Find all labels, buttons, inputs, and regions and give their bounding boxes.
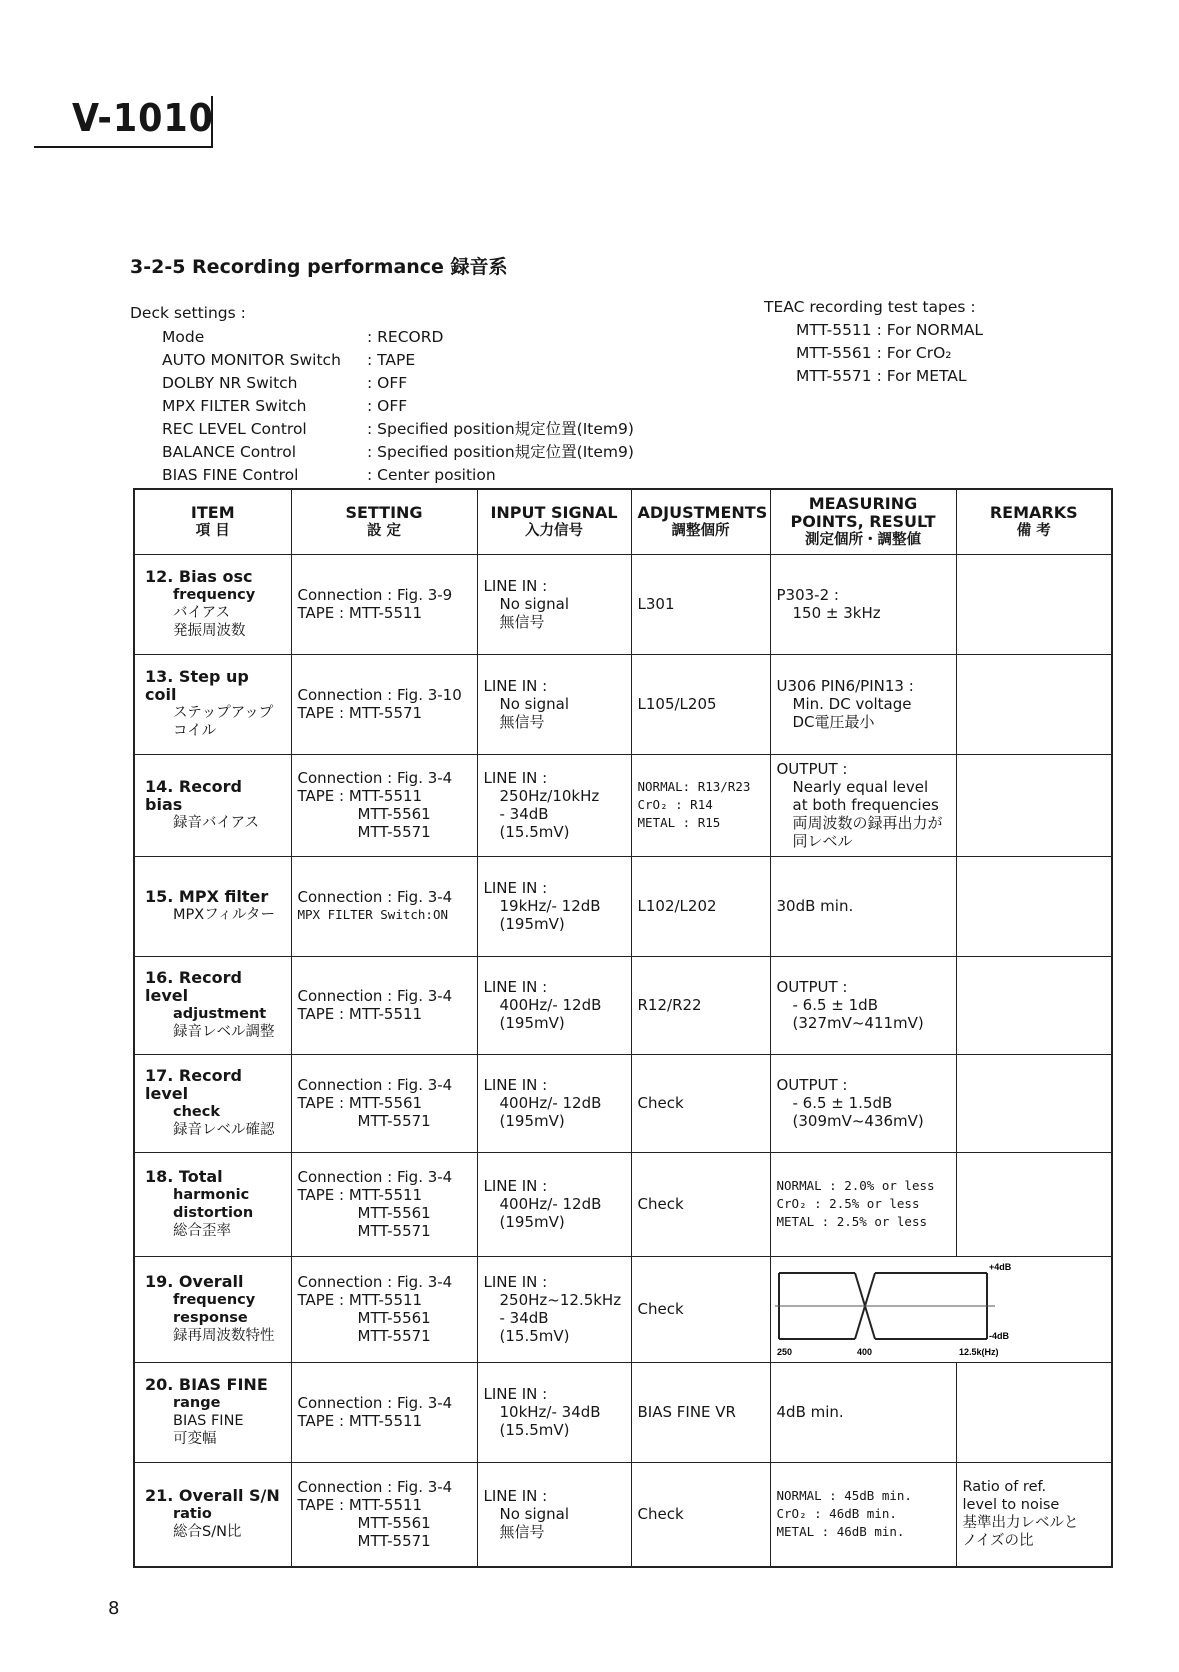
header-setting: SETTING 設 定 (291, 489, 477, 554)
minus-4db-label: -4dB (988, 1331, 1009, 1341)
table-row (134, 1256, 1112, 1362)
setting-cell: Connection : Fig. 3-4 TAPE : MTT-5511 MTT-5561 MTT-5571 (291, 1152, 477, 1256)
result-cell: NORMAL : 2.0% or less CrO₂ : 2.5% or less METAL : 2.5% or less (770, 1152, 956, 1256)
x-label-400: 400 (856, 1347, 872, 1357)
remarks-cell (956, 1362, 1112, 1462)
deck-setting-label: BALANCE Control (162, 443, 296, 461)
table-row (134, 654, 1112, 754)
recording-performance-table (133, 488, 1113, 1568)
signal-cell: LINE IN : No signal 無信号 (477, 554, 631, 654)
table-row (134, 956, 1112, 1054)
item-cell: 12. Bias osc frequency バイアス 発振周波数 (134, 554, 291, 654)
signal-cell: LINE IN : 400Hz/- 12dB (195mV) (477, 1054, 631, 1152)
item-cell: 21. Overall S/N ratio 総合S/N比 (134, 1462, 291, 1567)
deck-setting-value: : OFF (367, 374, 408, 392)
item-cell: 17. Record level check 録音レベル確認 (134, 1054, 291, 1152)
signal-cell: LINE IN : 400Hz/- 12dB (195mV) (477, 956, 631, 1054)
result-cell: P303-2 : 150 ± 3kHz (770, 554, 956, 654)
plus-4db-label: +4dB (988, 1262, 1011, 1272)
test-tape-row: MTT-5561 : For CrO₂ (796, 344, 952, 362)
setting-cell: Connection : Fig. 3-4 TAPE : MTT-5511 (291, 1362, 477, 1462)
result-cell: U306 PIN6/PIN13 : Min. DC voltage DC電圧最小 (770, 654, 956, 754)
test-tape-row: MTT-5511 : For NORMAL (796, 321, 984, 339)
setting-cell: Connection : Fig. 3-4 TAPE : MTT-5511 MTT-5561 MTT-5571 (291, 754, 477, 856)
deck-settings-heading: Deck settings : (130, 304, 246, 322)
header-measuring: MEASURING POINTS, RESULT 測定個所・調整値 (770, 489, 956, 554)
remarks-cell (956, 956, 1112, 1054)
deck-setting-row (130, 395, 634, 418)
model-underline (34, 146, 212, 148)
item-cell: 13. Step up coil ステップアップ コイル (134, 654, 291, 754)
setting-cell: Connection : Fig. 3-10 TAPE : MTT-5571 (291, 654, 477, 754)
item-cell: 18. Total harmonic distortion 総合歪率 (134, 1152, 291, 1256)
header-remarks: REMARKS 備 考 (956, 489, 1112, 554)
result-cell: OUTPUT : - 6.5 ± 1dB (327mV~411mV) (770, 956, 956, 1054)
deck-setting-row (130, 464, 634, 487)
result-cell: 4dB min. (770, 1362, 956, 1462)
deck-setting-value: : Specified position規定位置(Item9) (367, 420, 634, 438)
setting-cell: Connection : Fig. 3-4 TAPE : MTT-5561 MTT-5571 (291, 1054, 477, 1152)
table-row (134, 1362, 1112, 1462)
adjustment-cell: L301 (631, 554, 770, 654)
result-cell: OUTPUT : Nearly equal level at both frequencies 両周波数の録再出力が 同レベル (770, 754, 956, 856)
signal-cell: LINE IN : 19kHz/- 12dB (195mV) (477, 856, 631, 956)
remarks-cell (956, 1152, 1112, 1256)
deck-setting-value: : TAPE (367, 351, 416, 369)
signal-cell: LINE IN : 250Hz~12.5kHz - 34dB (15.5mV) (477, 1256, 631, 1362)
deck-setting-row (130, 372, 634, 395)
deck-setting-row (130, 418, 634, 441)
setting-cell: Connection : Fig. 3-4 TAPE : MTT-5511 MTT-5561 MTT-5571 (291, 1462, 477, 1567)
remarks-cell: Ratio of ref. level to noise 基準出力レベルと ノイズの比 (956, 1462, 1112, 1567)
deck-setting-label: MPX FILTER Switch (162, 397, 307, 415)
deck-setting-value: : Center position (367, 466, 496, 484)
setting-cell: Connection : Fig. 3-4 TAPE : MTT-5511 (291, 956, 477, 1054)
page-number: 8 (108, 1598, 120, 1619)
test-tape-row: MTT-5571 : For METAL (796, 367, 967, 385)
setting-cell: Connection : Fig. 3-9 TAPE : MTT-5511 (291, 554, 477, 654)
frequency-response-cell (770, 1256, 1112, 1362)
model-number: V-1010 (72, 96, 214, 140)
deck-setting-value: : OFF (367, 397, 408, 415)
result-cell: OUTPUT : - 6.5 ± 1.5dB (309mV~436mV) (770, 1054, 956, 1152)
adjustment-cell: NORMAL: R13/R23 CrO₂ : R14 METAL : R15 (631, 754, 770, 856)
header-input-signal: INPUT SIGNAL 入力信号 (477, 489, 631, 554)
remarks-cell (956, 654, 1112, 754)
adjustment-cell: Check (631, 1054, 770, 1152)
result-cell: NORMAL : 45dB min. CrO₂ : 46dB min. METAL : 46dB min. (770, 1462, 956, 1567)
setting-cell: Connection : Fig. 3-4 MPX FILTER Switch:ON (291, 856, 477, 956)
x-label-12-5k: 12.5k(Hz) (958, 1347, 999, 1357)
signal-cell: LINE IN : 10kHz/- 34dB (15.5mV) (477, 1362, 631, 1462)
adjustment-cell: Check (631, 1462, 770, 1567)
deck-setting-label: AUTO MONITOR Switch (162, 351, 341, 369)
signal-cell: LINE IN : No signal 無信号 (477, 654, 631, 754)
signal-cell: LINE IN : 250Hz/10kHz - 34dB (15.5mV) (477, 754, 631, 856)
deck-setting-value: : RECORD (367, 328, 444, 346)
signal-cell: LINE IN : No signal 無信号 (477, 1462, 631, 1567)
deck-setting-row (130, 326, 634, 349)
deck-setting-label: DOLBY NR Switch (162, 374, 298, 392)
section-title: 3-2-5 Recording performance 録音系 (130, 256, 508, 278)
table-row (134, 754, 1112, 856)
table-row (134, 856, 1112, 956)
deck-setting-label: REC LEVEL Control (162, 420, 307, 438)
remarks-cell (956, 856, 1112, 956)
result-cell: 30dB min. (770, 856, 956, 956)
deck-setting-label: BIAS FINE Control (162, 466, 299, 484)
table-row (134, 1462, 1112, 1567)
table-header-row (134, 489, 1112, 554)
model-divider (211, 96, 213, 148)
header-item: ITEM 項 目 (134, 489, 291, 554)
test-tapes (764, 296, 983, 388)
item-cell: 20. BIAS FINE range BIAS FINE 可変幅 (134, 1362, 291, 1462)
remarks-cell (956, 1054, 1112, 1152)
deck-settings (130, 302, 634, 487)
test-tapes-heading: TEAC recording test tapes : (764, 298, 976, 316)
adjustment-cell: L105/L205 (631, 654, 770, 754)
item-cell: 15. MPX filter MPXフィルター (134, 856, 291, 956)
deck-setting-label: Mode (162, 328, 205, 346)
x-label-250: 250 (776, 1347, 792, 1357)
table-row (134, 1054, 1112, 1152)
deck-setting-row (130, 441, 634, 464)
table-row (134, 1152, 1112, 1256)
adjustment-cell: R12/R22 (631, 956, 770, 1054)
header-adjustments: ADJUSTMENTS 調整個所 (631, 489, 770, 554)
adjustment-cell: L102/L202 (631, 856, 770, 956)
setting-cell: Connection : Fig. 3-4 TAPE : MTT-5511 MTT-5561 MTT-5571 (291, 1256, 477, 1362)
adjustment-cell: BIAS FINE VR (631, 1362, 770, 1462)
frequency-response-diagram (775, 1259, 1015, 1359)
table-row (134, 554, 1112, 654)
adjustment-cell: Check (631, 1256, 770, 1362)
adjustment-cell: Check (631, 1152, 770, 1256)
remarks-cell (956, 754, 1112, 856)
signal-cell: LINE IN : 400Hz/- 12dB (195mV) (477, 1152, 631, 1256)
deck-setting-value: : Specified position規定位置(Item9) (367, 443, 634, 461)
item-cell: 16. Record level adjustment 録音レベル調整 (134, 956, 291, 1054)
item-cell: 14. Record bias 録音バイアス (134, 754, 291, 856)
remarks-cell (956, 554, 1112, 654)
item-cell: 19. Overall frequency response 録再周波数特性 (134, 1256, 291, 1362)
deck-setting-row (130, 349, 634, 372)
